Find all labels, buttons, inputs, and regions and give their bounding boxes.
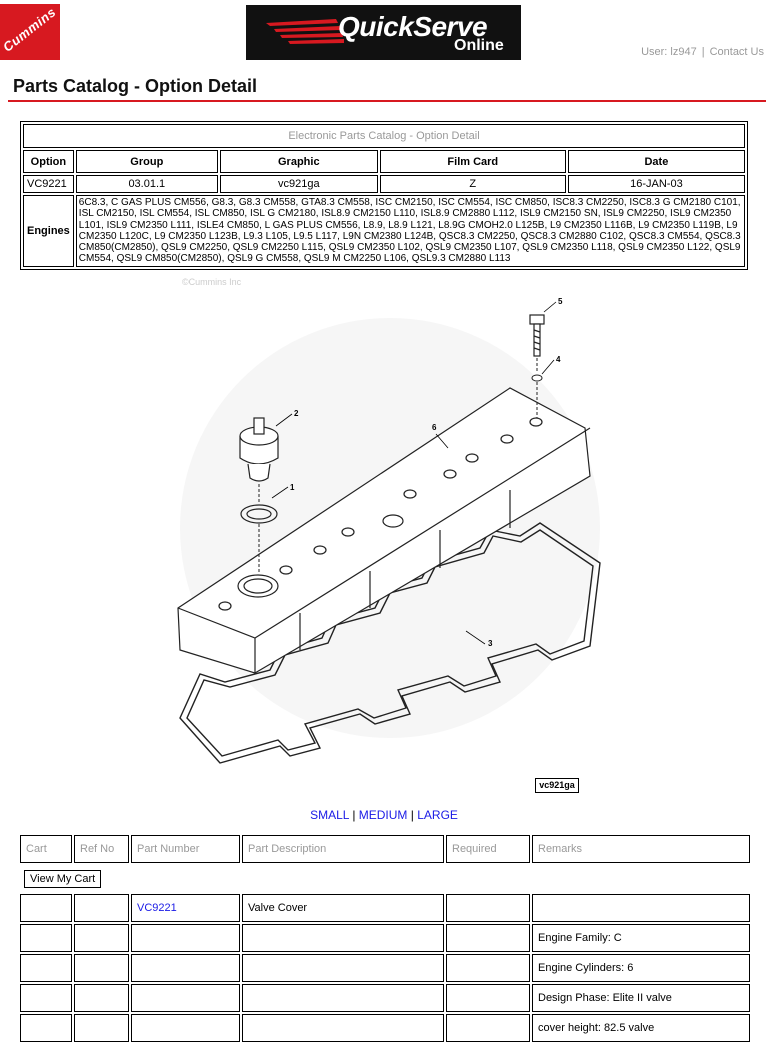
washer-part-4: [532, 375, 542, 381]
callout-5: 5: [558, 297, 563, 306]
date-value: 16-JAN-03: [568, 175, 745, 193]
ref-no-cell: [74, 954, 129, 982]
view-my-cart-button[interactable]: View My Cart: [24, 870, 101, 888]
part-number-link[interactable]: VC9221: [137, 902, 177, 914]
contact-us-link[interactable]: Contact Us: [709, 46, 764, 58]
page-title: Parts Catalog - Option Detail: [13, 76, 258, 96]
callout-2: 2: [294, 409, 299, 418]
remarks-cell: Engine Cylinders: 6: [532, 954, 750, 982]
film-card-value: Z: [380, 175, 566, 193]
copyright-watermark: ©Cummins Inc: [182, 277, 242, 287]
table-row: [20, 894, 750, 922]
part-number-cell: [131, 984, 240, 1012]
remarks-cell: [532, 894, 750, 922]
header-ref-no: Ref No: [74, 835, 129, 863]
part-description-cell: Valve Cover: [242, 894, 444, 922]
cart-cell: [20, 924, 72, 952]
required-cell: [446, 894, 530, 922]
image-size-links: SMALL | MEDIUM | LARGE: [310, 808, 458, 822]
header-group: Group: [76, 150, 218, 173]
header-film-card: Film Card: [380, 150, 566, 173]
callout-6: 6: [432, 423, 437, 432]
part-description-cell: [242, 954, 444, 982]
bolt-part-5: [530, 315, 544, 356]
part-description-cell: [242, 984, 444, 1012]
table-row: [20, 924, 750, 952]
required-cell: [446, 1014, 530, 1042]
engines-label: Engines: [23, 195, 74, 267]
cummins-logo-text: Cummins: [0, 4, 59, 55]
quickserve-subtitle: Online: [454, 37, 504, 54]
graphic-value: vc921ga: [220, 175, 378, 193]
parts-table: [18, 833, 752, 1044]
header-cart: Cart: [20, 835, 72, 863]
table-row: [20, 984, 750, 1012]
ref-no-cell: [74, 894, 129, 922]
valve-cover-exploded-diagram: [160, 278, 605, 798]
option-detail-table: [20, 121, 748, 270]
part-description-cell: [242, 924, 444, 952]
quickserve-logo[interactable]: [246, 5, 521, 60]
option-value: VC9221: [23, 175, 74, 193]
user-area: User: lz947 | Contact Us: [641, 46, 764, 58]
required-cell: [446, 984, 530, 1012]
part-number-cell: [131, 1014, 240, 1042]
cart-cell: [20, 954, 72, 982]
remarks-cell: Design Phase: Elite II valve: [532, 984, 750, 1012]
group-value: 03.01.1: [76, 175, 218, 193]
header: [0, 0, 768, 70]
part-number-cell: [131, 954, 240, 982]
header-part-description: Part Description: [242, 835, 444, 863]
part-description-cell: [242, 1014, 444, 1042]
cart-cell[interactable]: [20, 894, 72, 922]
required-cell: [446, 954, 530, 982]
header-part-number: Part Number: [131, 835, 240, 863]
remarks-cell: cover height: 82.5 valve: [532, 1014, 750, 1042]
speed-streaks-icon: [266, 17, 346, 47]
user-label: User: lz947: [641, 46, 697, 58]
ref-no-cell: [74, 984, 129, 1012]
header-required: Required: [446, 835, 530, 863]
engines-list: 6C8.3, C GAS PLUS CM556, G8.3, G8.3 CM558, GTA8.3 CM558, ISC CM2150, ISC CM554, ISC CM850, ISC8.3 CM2250, ISC8.3 G CM2180 C101, ISL CM2150, ISL CM554, ISL CM850, ISL G CM2180, ISL8.9 CM2150 L110, ISL8.9 CM2880 L112, ISL9 CM2150 SN, ISL9 CM2250, ISL9 CM2350 L101, ISL9 CM2350 L111, ISLE4 CM850, L GAS PLUS CM556, L8.9, L8.9 L121, L8.9G CMOH2.0 L125B, L9 CM2350 L116B, L9 CM2350 L119B, L9 CM2350 L120C, L9 CM2350 L123B, L9.3 L105, L9.5 L117, L9N CM2380 L124B, QSC8.3 CM2250, QSC8.3 CM2880 C102, QSC8.3 CM554, QSC8.3 CM850(CM2850), QSL9 CM2250, QSL9 CM2250 L115, QSL9 CM2350 L102, QSL9 CM2350 L107, QSL9 CM2350 L118, QSL9 CM2350 L122, QSL9 CM554, QSL9 CM850(CM2850), QSL9 G CM558, QSL9 M CM2250 L106, QSL9.3 CM2880 L113: [76, 195, 745, 267]
header-option: Option: [23, 150, 74, 173]
ref-no-cell: [74, 924, 129, 952]
ref-no-cell: [74, 1014, 129, 1042]
part-number-cell: [131, 924, 240, 952]
header-date: Date: [568, 150, 745, 173]
graphic-id-label: vc921ga: [535, 778, 579, 793]
remarks-cell: Engine Family: C: [532, 924, 750, 952]
table-row: [20, 954, 750, 982]
cart-cell: [20, 984, 72, 1012]
option-table-caption: Electronic Parts Catalog - Option Detail: [23, 124, 745, 148]
quickserve-title: QuickServe: [338, 11, 488, 42]
view-cart-cell: [20, 865, 750, 892]
callout-4: 4: [556, 355, 561, 364]
header-graphic: Graphic: [220, 150, 378, 173]
callout-1: 1: [290, 483, 295, 492]
table-row: [20, 1014, 750, 1042]
size-large-link[interactable]: LARGE: [417, 808, 458, 822]
cummins-logo[interactable]: [0, 4, 60, 60]
cart-cell: [20, 1014, 72, 1042]
size-small-link[interactable]: SMALL: [310, 808, 349, 822]
size-medium-link[interactable]: MEDIUM: [358, 808, 408, 822]
callout-3: 3: [488, 639, 493, 648]
title-divider: [8, 100, 766, 102]
required-cell: [446, 924, 530, 952]
part-number-cell: [131, 894, 240, 922]
header-remarks: Remarks: [532, 835, 750, 863]
